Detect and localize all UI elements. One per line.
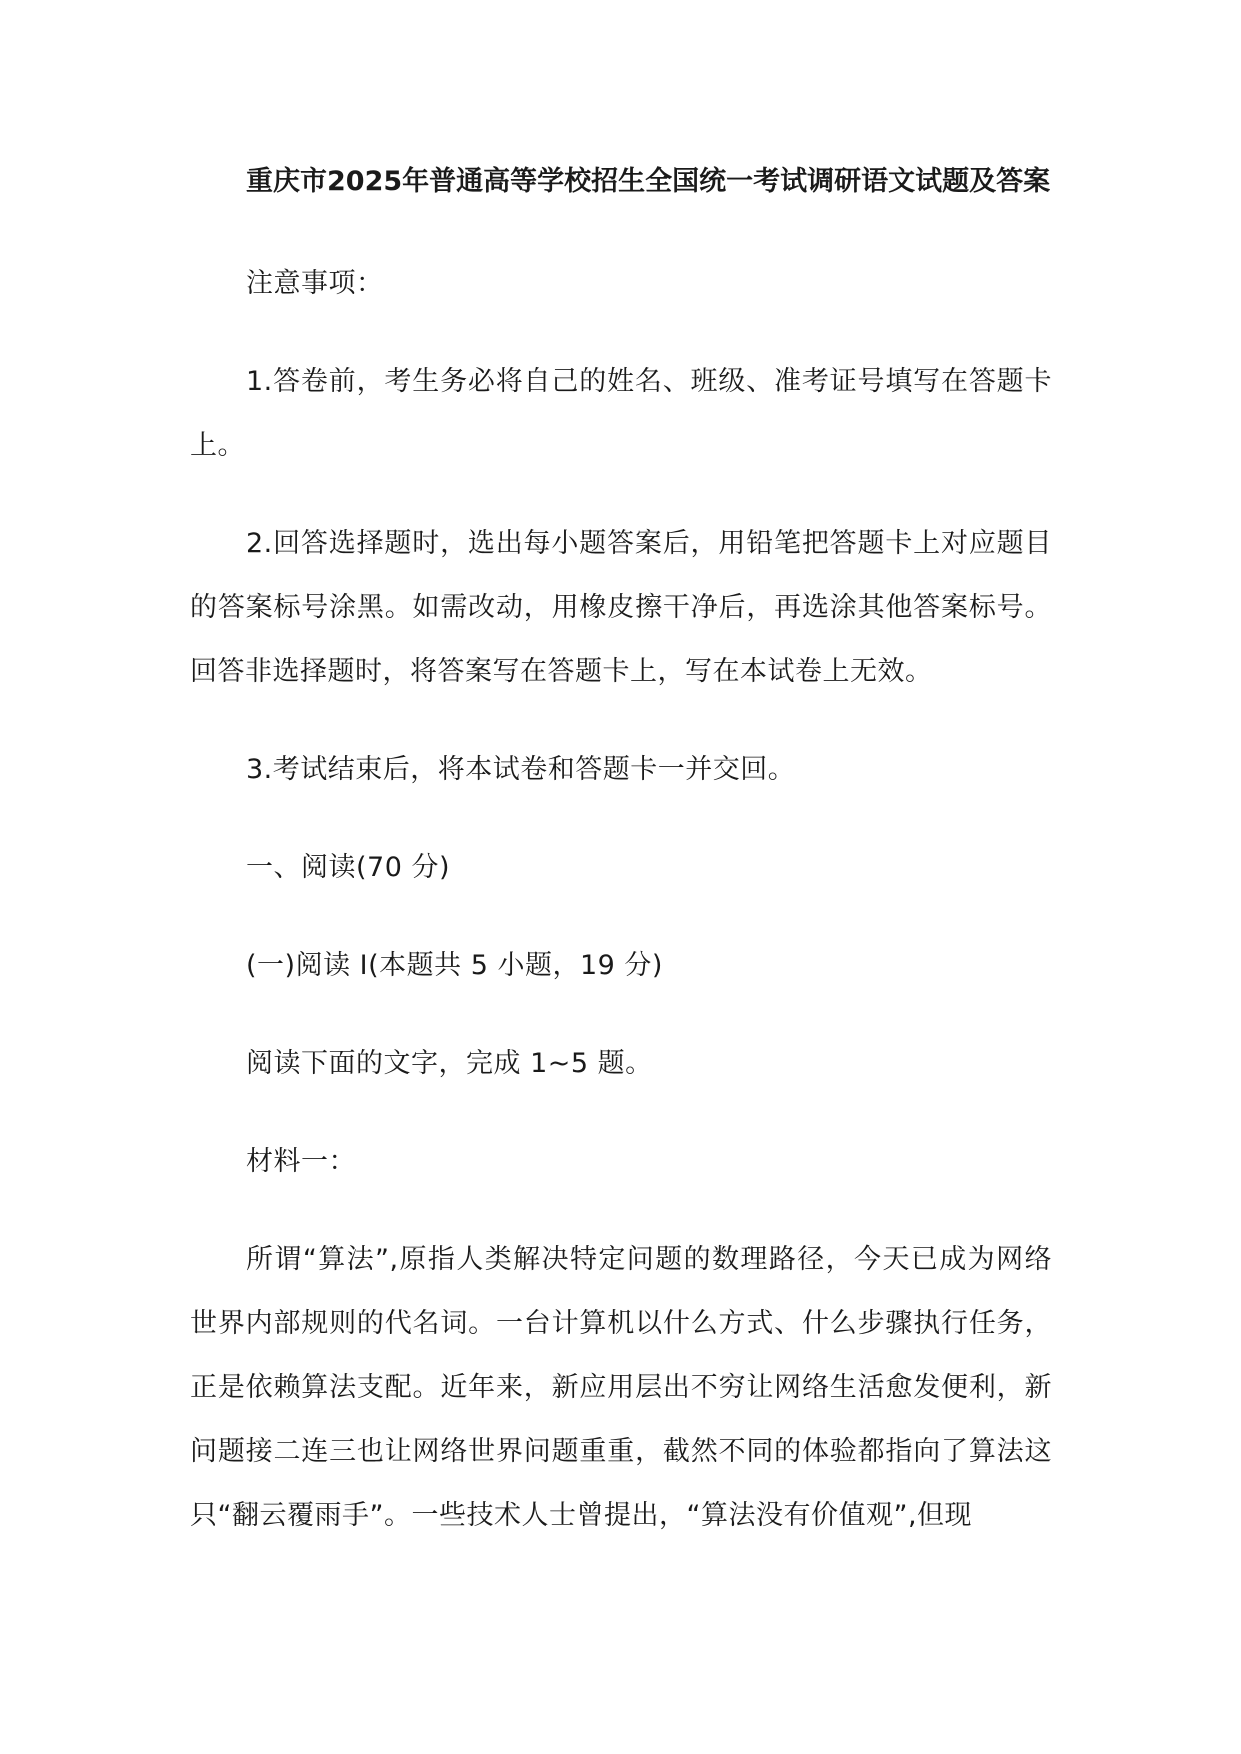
instruction-1: 1.答卷前，考生务必将自己的姓名、班级、准考证号填写在答题卡上。 bbox=[190, 366, 1052, 461]
section-heading: 一、阅读(70 分) bbox=[246, 852, 451, 883]
document-body bbox=[190, 150, 1052, 1581]
instruction-3: 3.考试结束后，将本试卷和答题卡一并交回。 bbox=[246, 754, 796, 785]
subsection-heading: (一)阅读 I(本题共 5 小题，19 分) bbox=[246, 950, 663, 981]
task-prompt: 阅读下面的文字，完成 1~5 题。 bbox=[246, 1048, 653, 1079]
document-title: 重庆市2025年普通高等学校招生全国统一考试调研语文试题及答案 bbox=[246, 166, 1051, 197]
instruction-2: 2.回答选择题时，选出每小题答案后，用铅笔把答题卡上对应题目的答案标号涂黑。如需改动，用橡皮擦干净后，再选涂其他答案标号。回答非选择题时，将答案写在答题卡上，写在本试卷上无效。 bbox=[190, 528, 1052, 687]
material-label: 材料一： bbox=[246, 1146, 356, 1177]
notice-heading: 注意事项： bbox=[246, 268, 384, 299]
material-text: 所谓“算法”,原指人类解决特定问题的数理路径，今天已成为网络世界内部规则的代名词。一台计算机以什么方式、什么步骤执行任务，正是依赖算法支配。近年来，新应用层出不穷让网络生活愈发便利，新问题接二连三也让网络世界问题重重，截然不同的体验都指向了算法这只“翻云覆雨手”。一些技术人士曾提出，“算法没有价值观”,但现 bbox=[190, 1244, 1052, 1531]
